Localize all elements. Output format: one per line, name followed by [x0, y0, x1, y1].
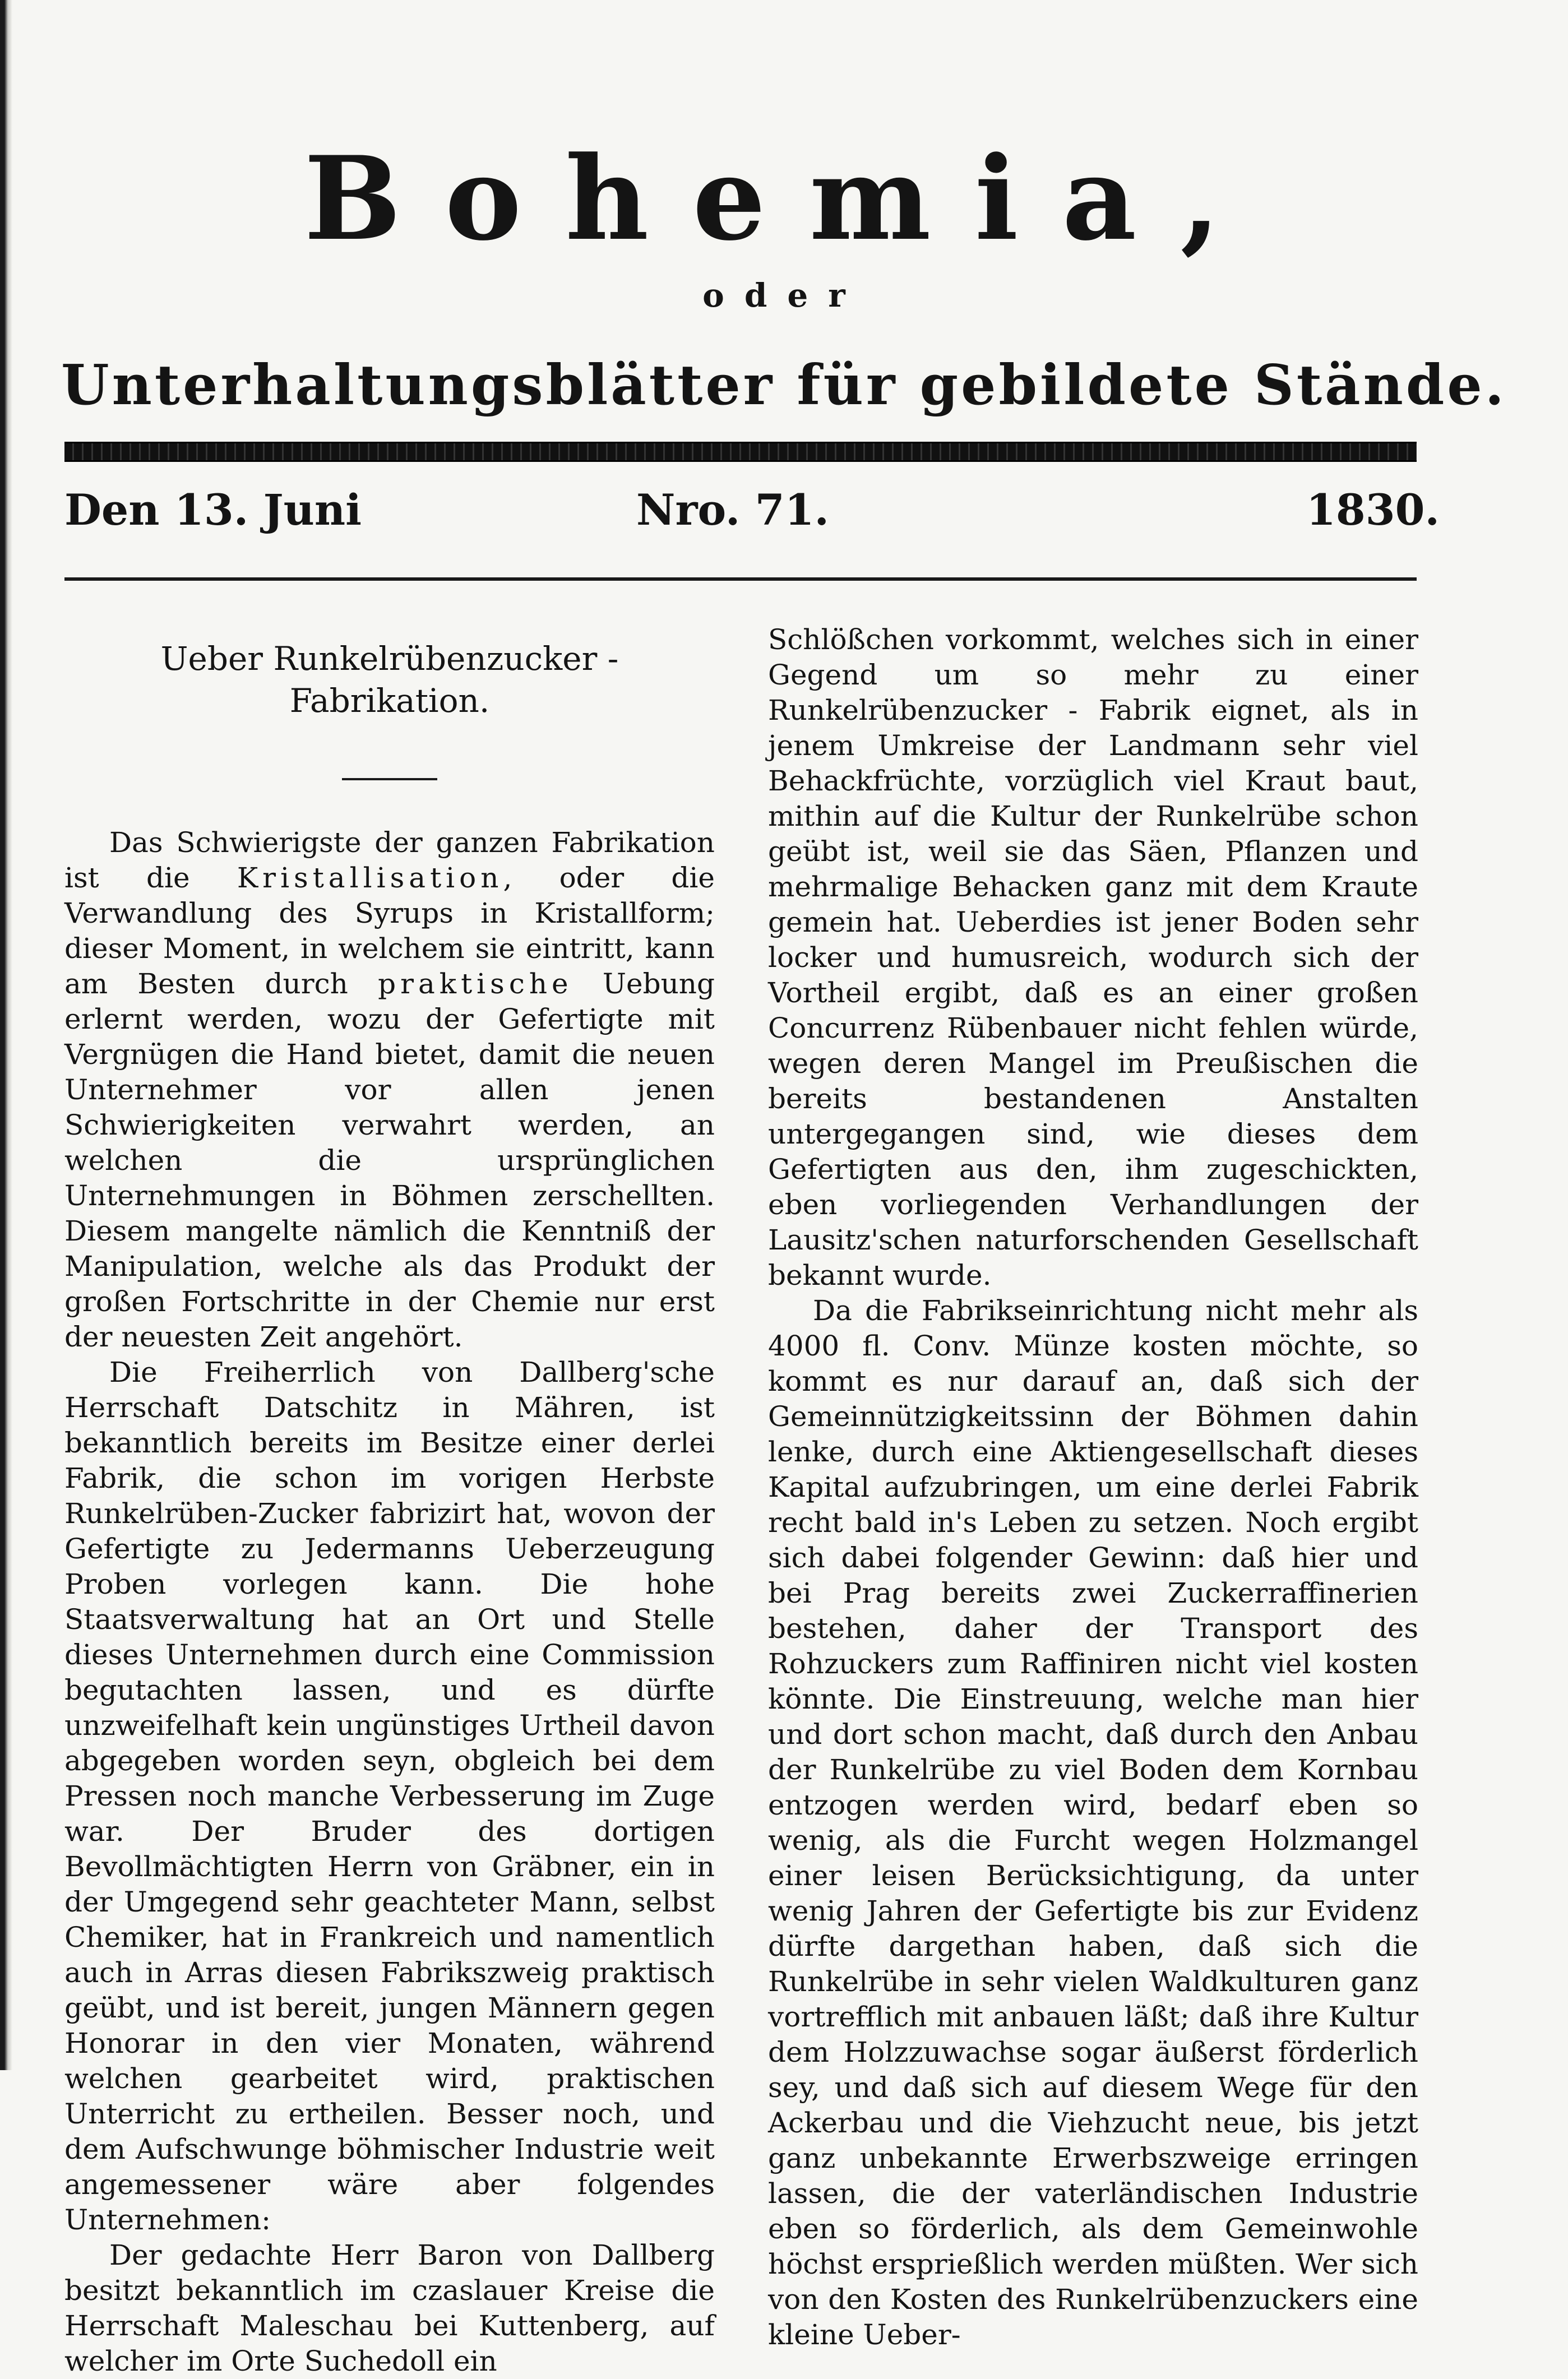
- issue-date: Den 13. Juni: [64, 485, 362, 535]
- masthead-title: Bohemia,: [304, 132, 1264, 266]
- right-paragraph-1: Schlößchen vorkommt, welches sich in einer Gegend um so mehr zu einer Runkelrübenzucker - Fabrik eignet, als in jenem Umkreise der Landmann sehr viel Behackfrüchte, vorzüglich viel Kraut baut, mithin auf die Kultur der Runkelrübe schon geübt ist, weil sie das Säen, Pflanzen und mehrmalige Behacken ganz mit dem Kraute gemein hat. Ueberdies ist jener Boden sehr locker und humusreich, wodurch sich der Vortheil ergibt, daß es an einer großen Concurrenz Rübenbauer nicht fehlen würde, wegen deren Mangel im Preußischen die bereits bestandenen Anstalten untergegangen sind, wie dieses dem Gefertigten aus den, ihm zugeschickten, eben vorliegenden Verhandlungen der Lausitz'schen naturforschenden Gesellschaft bekannt wurde.: [768, 623, 1418, 1292]
- left-p1-emphasis-b: praktische: [378, 968, 573, 1000]
- left-p1-text-c: Uebung erlernt werden, wozu der Gefertigte mit Vergnügen die Hand bietet, damit die neuen Unternehmer vor allen jenen Schwierigkeiten verwahrt werden, an welchen die ursprünglichen Unternehmungen in Böhmen zerschellten. Diesem mangelte nämlich die Kenntniß der Manipulation, welche als das Produkt der großen Fortschritte in der Chemie nur erst der neuesten Zeit angehört.: [64, 968, 715, 1353]
- left-p1-text-a: Das Schwierigste der ganzen Fabrikation ist die: [64, 826, 715, 894]
- issue-number: Nro. 71.: [636, 485, 830, 535]
- masthead-divider: [64, 442, 1417, 462]
- issue-year: 1830.: [1306, 485, 1440, 535]
- masthead-connector: oder: [702, 276, 866, 314]
- right-column: [768, 622, 1418, 2351]
- masthead-subtitle: Unterhaltungsblätter für gebildete Stände.: [61, 353, 1507, 418]
- left-paragraph-2: Die Freiherrlich von Dallberg'sche Herrschaft Datschitz in Mähren, ist bekanntlich bereits im Besitze einer derlei Fabrik, die schon im vorigen Herbste Runkelrüben-Zucker fabrizirt hat, wovon der Gefertigte zu Jedermanns Ueberzeugung Proben vorlegen kann. Die hohe Staatsverwaltung hat an Ort und Stelle dieses Unternehmen durch eine Commission begutachten lassen, und es dürfte unzweifelhaft kein ungünstiges Urtheil davon abgegeben worden seyn, obgleich bei dem Pressen noch manche Verbesserung im Zuge war. Der Bruder des dortigen Bevollmächtigten Herrn von Gräbner, ein in der Umgegend sehr geachteter Mann, selbst Chemiker, hat in Frankreich und namentlich auch in Arras diesen Fabrikszweig praktisch geübt, und ist bereit, jungen Männern gegen Honorar in den vier Monaten, während welchen gearbeitet wird, praktischen Unterricht zu ertheilen. Besser noch, und dem Aufschwunge böhmischer Industrie weit angemessener wäre aber folgendes Unternehmen:: [64, 1356, 715, 2236]
- left-p1-emphasis-a: Kristallisation: [237, 862, 503, 894]
- left-paragraph-1: [64, 825, 715, 1355]
- left-paragraph-3: Der gedachte Herr Baron von Dallberg besitzt bekanntlich im czaslauer Kreise die Herrschaft Maleschau bei Kuttenberg, auf welcher im Orte Suchedoll ein: [64, 2239, 715, 2377]
- left-column: [64, 622, 715, 2377]
- right-paragraph-2: Da die Fabrikseinrichtung nicht mehr als 4000 fl. Conv. Münze kosten möchte, so kommt es nur darauf an, daß sich der Gemeinnützigkeitssinn der Böhmen dahin lenke, durch eine Aktiengesellschaft dieses Kapital aufzubringen, um eine derlei Fabrik recht bald in's Leben zu setzen. Noch ergibt sich dabei folgender Gewinn: daß hier und bei Prag bereits zwei Zuckerraffinerien bestehen, daher der Transport des Rohzuckers zum Raffiniren nicht viel kosten könnte. Die Einstreuung, welche man hier und dort schon macht, daß durch den Anbau der Runkelrübe zu viel Boden dem Kornbau entzogen werden wird, bedarf eben so wenig, als die Furcht wegen Holzmangel einer leisen Berücksichtigung, da unter wenig Jahren der Gefertigte bis zur Evidenz dürfte dargethan haben, daß sich die Runkelrübe in sehr vielen Waldkulturen ganz vortrefflich mit anbauen läßt; daß ihre Kultur dem Holzzuwachse sogar äußerst förderlich sey, und daß sich auf diesem Wege für den Ackerbau und die Viehzucht neue, bis jetzt ganz unbekannte Erwerbszweige erringen lassen, die der vaterländischen Industrie eben so förderlich, als dem Gemeinwohle höchst ersprießlich werden müßten. Wer sich von den Kosten des Runkelrübenzuckers eine kleine Ueber-: [768, 1294, 1418, 2351]
- heading-rule: [342, 778, 437, 780]
- left-p1-text-b: , oder die Verwandlung des Syrups in Kristallform; dieser Moment, in welchem sie eintritt, kann am Besten durch: [64, 862, 715, 1000]
- article-heading: Ueber Runkelrübenzucker - Fabrikation.: [160, 640, 619, 720]
- header-divider: [64, 577, 1417, 581]
